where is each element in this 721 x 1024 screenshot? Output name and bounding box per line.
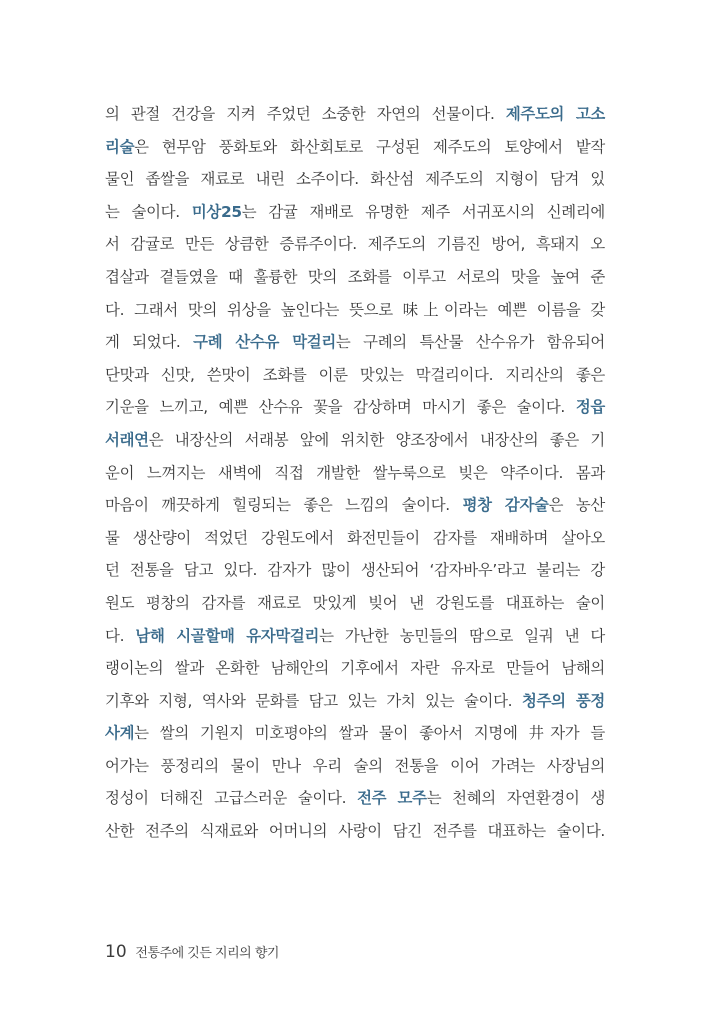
text-segment: 은 내장산의 서래봉 앞에 위치한 양조장에서 내장산의 좋은 기 xyxy=(148,430,605,449)
text-line xyxy=(105,457,605,490)
text-line xyxy=(105,196,605,229)
highlighted-liquor-name: 제주도의 고소 xyxy=(505,105,606,123)
text-line xyxy=(105,815,605,848)
highlighted-liquor-name: 사계 xyxy=(105,724,135,743)
text-line xyxy=(105,489,605,522)
text-segment: 운이 느껴지는 새벽에 직접 개발한 쌀누룩으로 빚은 약주이다. 몸과 xyxy=(105,463,605,482)
text-segment: 의 관절 건강을 지켜 주었던 소중한 자연의 선물이다. xyxy=(105,105,506,123)
text-line xyxy=(105,326,605,359)
text-segment: 겹살과 곁들였을 때 훌륭한 맛의 조화를 이루고 서로의 맛을 높여 준 xyxy=(105,267,605,286)
text-line xyxy=(105,294,605,327)
highlighted-liquor-name: 리술 xyxy=(105,137,135,156)
text-segment: 던 전통을 담고 있다. 감자가 많이 생산되어 ‘감자바우’라고 불리는 강 xyxy=(105,561,605,580)
highlighted-liquor-name: 전주 모주 xyxy=(357,789,427,808)
text-line xyxy=(105,620,605,653)
text-segment: 는 가난한 농민들의 땀으로 일궈 낸 다 xyxy=(319,626,605,645)
text-line xyxy=(105,554,605,587)
text-segment: 서 감귤로 만든 상큼한 증류주이다. 제주도의 기름진 방어, 흑돼지 오 xyxy=(105,235,605,254)
text-segment: 는 천혜의 자연환경이 생 xyxy=(426,789,606,808)
text-segment: 는 감귤 재배로 유명한 제주 서귀포시의 신례리에 xyxy=(241,202,606,221)
text-line xyxy=(105,522,605,555)
text-segment: 원도 평창의 감자를 재료로 맛있게 빚어 낸 강원도를 대표하는 술이 xyxy=(105,593,605,612)
highlighted-liquor-name: 남해 시골할매 유자막걸리 xyxy=(135,626,320,645)
text-segment: 다. 그래서 맛의 위상을 높인다는 뜻으로 味上이라는 예쁜 이름을 갖 xyxy=(105,300,605,319)
text-line xyxy=(105,98,605,131)
text-segment: 다. xyxy=(105,626,136,645)
body-paragraph xyxy=(105,98,605,848)
highlighted-liquor-name: 청주의 풍정 xyxy=(521,691,605,710)
text-line xyxy=(105,782,605,815)
text-line xyxy=(105,685,605,718)
text-line xyxy=(105,587,605,620)
running-title: 전통주에 깃든 지리의 향기 xyxy=(135,946,279,961)
text-line xyxy=(105,163,605,196)
text-segment: 마음이 깨끗하게 힐링되는 좋은 느낌의 술이다. xyxy=(105,496,463,515)
text-segment: 는 술이다. xyxy=(105,202,192,221)
text-segment: 단맛과 신맛, 쓴맛이 조화를 이룬 맛있는 막걸리이다. 지리산의 좋은 xyxy=(105,365,605,384)
text-line xyxy=(105,424,605,457)
text-line xyxy=(105,652,605,685)
highlighted-liquor-name: 정읍 xyxy=(575,398,605,417)
text-line xyxy=(105,228,605,261)
text-line xyxy=(105,359,605,392)
text-line xyxy=(105,750,605,783)
text-segment: 산한 전주의 식재료와 어머니의 사랑이 담긴 전주를 대표하는 술이다. xyxy=(105,822,605,841)
text-line xyxy=(105,131,605,164)
text-segment: 기후와 지형, 역사와 문화를 담고 있는 가치 있는 술이다. xyxy=(105,691,522,710)
text-segment: 는 구례의 특산물 산수유가 함유되어 xyxy=(335,333,606,352)
text-segment: 물인 좁쌀을 재료로 내린 소주이다. 화산섬 제주도의 지형이 담겨 있 xyxy=(105,170,605,189)
text-segment: 은 현무암 풍화토와 화산회토로 구성된 제주도의 토양에서 밭작 xyxy=(134,137,605,156)
text-segment: 은 농산 xyxy=(548,496,605,515)
page-number: 10 xyxy=(105,942,127,962)
text-segment: 랭이논의 쌀과 온화한 남해안의 기후에서 자란 유자로 만들어 남해의 xyxy=(105,659,605,678)
text-segment: 어가는 풍정리의 물이 만나 우리 술의 전통을 이어 가려는 사장님의 xyxy=(105,756,605,775)
text-segment: 정성이 더해진 고급스러운 술이다. xyxy=(105,789,358,808)
text-segment: 는 쌀의 기원지 미호평야의 쌀과 물이 좋아서 지명에 井자가 들 xyxy=(134,724,605,743)
text-line xyxy=(105,261,605,294)
highlighted-liquor-name: 미상25 xyxy=(191,202,242,221)
text-segment: 물 생산량이 적었던 강원도에서 화전민들이 감자를 재배하며 살아오 xyxy=(105,528,605,547)
highlighted-liquor-name: 구례 산수유 막걸리 xyxy=(193,333,336,352)
text-line xyxy=(105,717,605,750)
text-line xyxy=(105,391,605,424)
highlighted-liquor-name: 평창 감자술 xyxy=(462,496,549,515)
text-segment: 기운을 느끼고, 예쁜 산수유 꽃을 감상하며 마시기 좋은 술이다. xyxy=(105,398,576,417)
page-footer xyxy=(105,942,279,962)
text-segment: 게 되었다. xyxy=(105,333,194,352)
highlighted-liquor-name: 서래연 xyxy=(105,430,149,449)
